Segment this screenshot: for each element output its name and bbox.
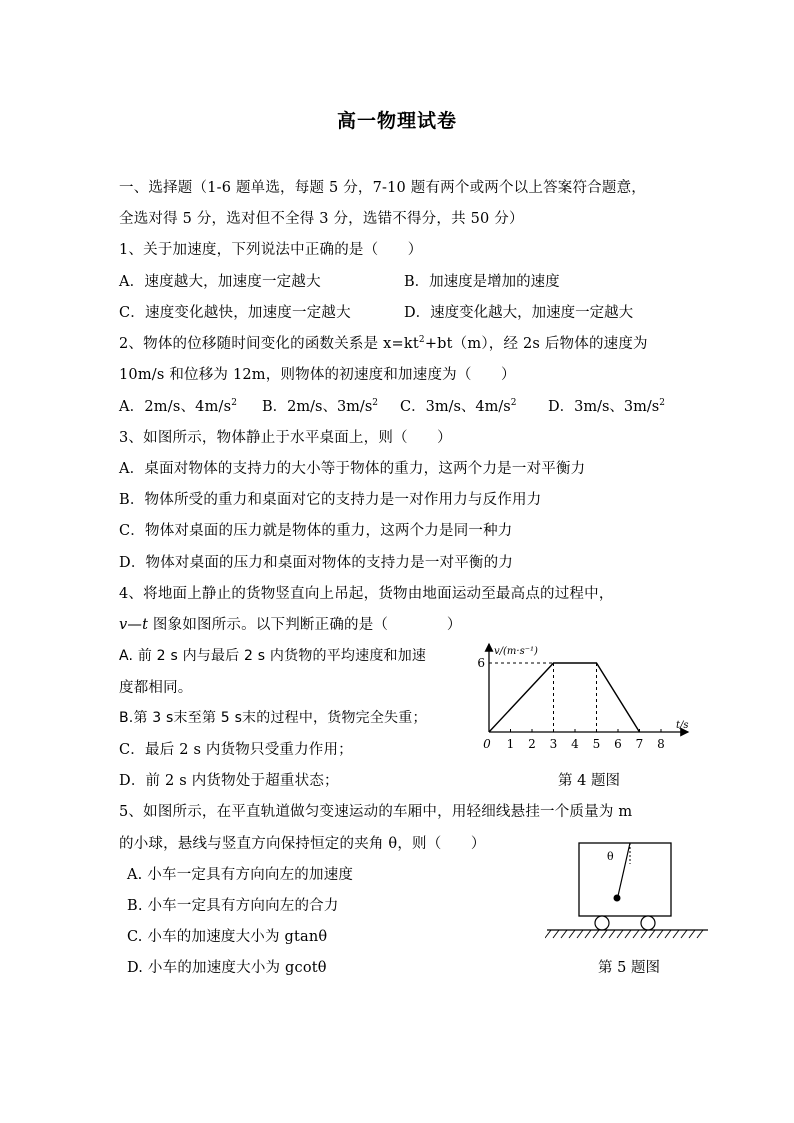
hatch-mark	[649, 930, 655, 938]
q4-figure-caption: 第 4 题图	[558, 773, 620, 789]
q2-stem-a: 2、物体的位移随时间变化的函数关系是 x=kt	[119, 336, 419, 352]
hatch-mark	[569, 930, 575, 938]
x-tick-label-2: 2	[528, 737, 536, 751]
q5-option-c: C. 小车的加速度大小为 gtanθ	[127, 929, 328, 945]
vt-series-line	[489, 663, 640, 732]
x-tick-label-0: 0	[483, 737, 491, 751]
ball	[614, 895, 621, 902]
hatch-mark	[601, 930, 607, 938]
x-tick-label-7: 7	[635, 737, 644, 751]
hatch-mark	[657, 930, 663, 938]
x-tick-label-4: 4	[571, 737, 579, 751]
q1-option-d: D．速度变化越大，加速度一定越大	[404, 305, 634, 321]
q5-option-b: B. 小车一定具有方向向左的合力	[127, 898, 339, 914]
q4-option-c: C．最后 2 s 内货物只受重力作用；	[119, 742, 353, 758]
hatch-mark	[577, 930, 583, 938]
q2-stem-line2: 10m/s 和位移为 12m，则物体的初速度和加速度为（ ）	[119, 367, 516, 383]
q1-option-c: C．速度变化越快，加速度一定越大	[119, 305, 351, 321]
q4-stem-line1: 4、将地面上静止的货物竖直向上吊起，货物由地面运动至最高点的过程中，	[119, 586, 614, 602]
q4-option-a-line2: 度都相同。	[119, 680, 193, 696]
hatch-mark	[697, 930, 703, 938]
q2-option-a	[119, 395, 237, 416]
hatch-mark	[609, 930, 615, 938]
theta-label: θ	[607, 850, 614, 863]
section-instructions-line1: 一、选择题（1-6 题单选，每题 5 分，7-10 题有两个或两个以上答案符合题意，	[119, 180, 646, 196]
q4-stem-line2	[119, 613, 462, 634]
q2-option-b	[262, 395, 378, 416]
x-axis-label: t/s	[676, 720, 689, 731]
q2-option-a-sup: 2	[231, 398, 238, 409]
hatch-mark	[673, 930, 679, 938]
hatch-mark	[617, 930, 623, 938]
q2-option-b-sup: 2	[372, 398, 378, 409]
hatch-mark	[633, 930, 639, 938]
q5-figure-caption: 第 5 题图	[598, 960, 660, 976]
wheel-right	[641, 916, 655, 930]
hatch-mark	[545, 930, 551, 938]
q5-option-d: D. 小车的加速度大小为 gcotθ	[127, 960, 327, 976]
x-tick-label-6: 6	[614, 737, 622, 751]
section-instructions-line2: 全选对得 5 分，选对但不全得 3 分，选错不得分，共 50 分）	[119, 211, 524, 227]
q4-option-a-line1: A. 前 2 s 内与最后 2 s 内货物的平均速度和加速	[119, 648, 427, 664]
y-tick-6: 6	[477, 656, 485, 670]
x-tick-label-5: 5	[592, 737, 601, 751]
q2-option-c-text: C．3m/s、4m/s	[400, 399, 511, 415]
q3-option-c: C．物体对桌面的压力就是物体的重力，这两个力是同一种力	[119, 523, 513, 539]
page-title: 高一物理试卷	[336, 110, 457, 132]
hatch-mark	[641, 930, 647, 938]
q2-option-d	[548, 395, 665, 416]
x-tick-label-8: 8	[657, 737, 665, 751]
ground-hatching	[545, 930, 703, 938]
y-axis-label: v/(m·s⁻¹)	[494, 646, 538, 657]
q2-stem-sup: 2	[418, 335, 425, 346]
q3-option-a: A．桌面对物体的支持力的大小等于物体的重力，这两个力是一对平衡力	[119, 461, 586, 477]
q5-option-a: A. 小车一定具有方向向左的加速度	[127, 867, 354, 883]
q3-option-d: D．物体对桌面的压力和桌面对物体的支持力是一对平衡的力	[119, 555, 514, 571]
q4-option-b: B.第 3 s末至第 5 s末的过程中，货物完全失重；	[119, 710, 427, 726]
hatch-mark	[625, 930, 631, 938]
q1-option-a: A．速度越大，加速度一定越大	[119, 274, 321, 290]
hatch-mark	[689, 930, 695, 938]
q4-vt-label: v—t	[119, 617, 149, 633]
q2-option-c	[400, 395, 516, 416]
q2-option-c-sup: 2	[510, 398, 517, 409]
q3-option-b: B．物体所受的重力和桌面对它的支持力是一对作用力与反作用力	[119, 492, 542, 508]
q4-stem-rest: 图象如图所示。以下判断正确的是（ ）	[148, 617, 462, 633]
hatch-mark	[553, 930, 559, 938]
q2-option-a-text: A．2m/s、4m/s	[119, 399, 232, 415]
q2-stem-b: +bt（m），经 2s 后物体的速度为	[424, 336, 648, 352]
cart-body	[579, 843, 671, 916]
q2-option-d-sup: 2	[659, 398, 665, 409]
q3-stem: 3、如图所示，物体静止于水平桌面上，则（ ）	[119, 430, 452, 446]
hatch-mark	[593, 930, 599, 938]
hatch-mark	[585, 930, 591, 938]
q1-stem: 1、关于加速度，下列说法中正确的是（ ）	[119, 242, 423, 258]
hatch-mark	[681, 930, 687, 938]
wheel-left	[595, 916, 609, 930]
q2-option-d-text: D．3m/s、3m/s	[548, 399, 660, 415]
x-tick-label-3: 3	[549, 737, 558, 751]
q1-option-b: B．加速度是增加的速度	[404, 274, 560, 290]
q5-stem-line2: 的小球，悬线与竖直方向保持恒定的夹角 θ，则（ ）	[119, 836, 486, 852]
x-tick-label-1: 1	[506, 737, 515, 751]
q5-cart-diagram	[545, 838, 710, 942]
q2-option-b-text: B．2m/s、3m/s	[262, 399, 373, 415]
q4-option-d: D．前 2 s 内货物处于超重状态；	[119, 773, 339, 789]
q5-stem-line1: 5、如图所示，在平直轨道做匀变速运动的车厢中，用轻细线悬挂一个质量为 m	[119, 804, 633, 820]
q2-stem-line1	[119, 332, 648, 353]
hatch-mark	[665, 930, 671, 938]
q4-vt-graph	[470, 640, 700, 752]
hatch-mark	[561, 930, 567, 938]
